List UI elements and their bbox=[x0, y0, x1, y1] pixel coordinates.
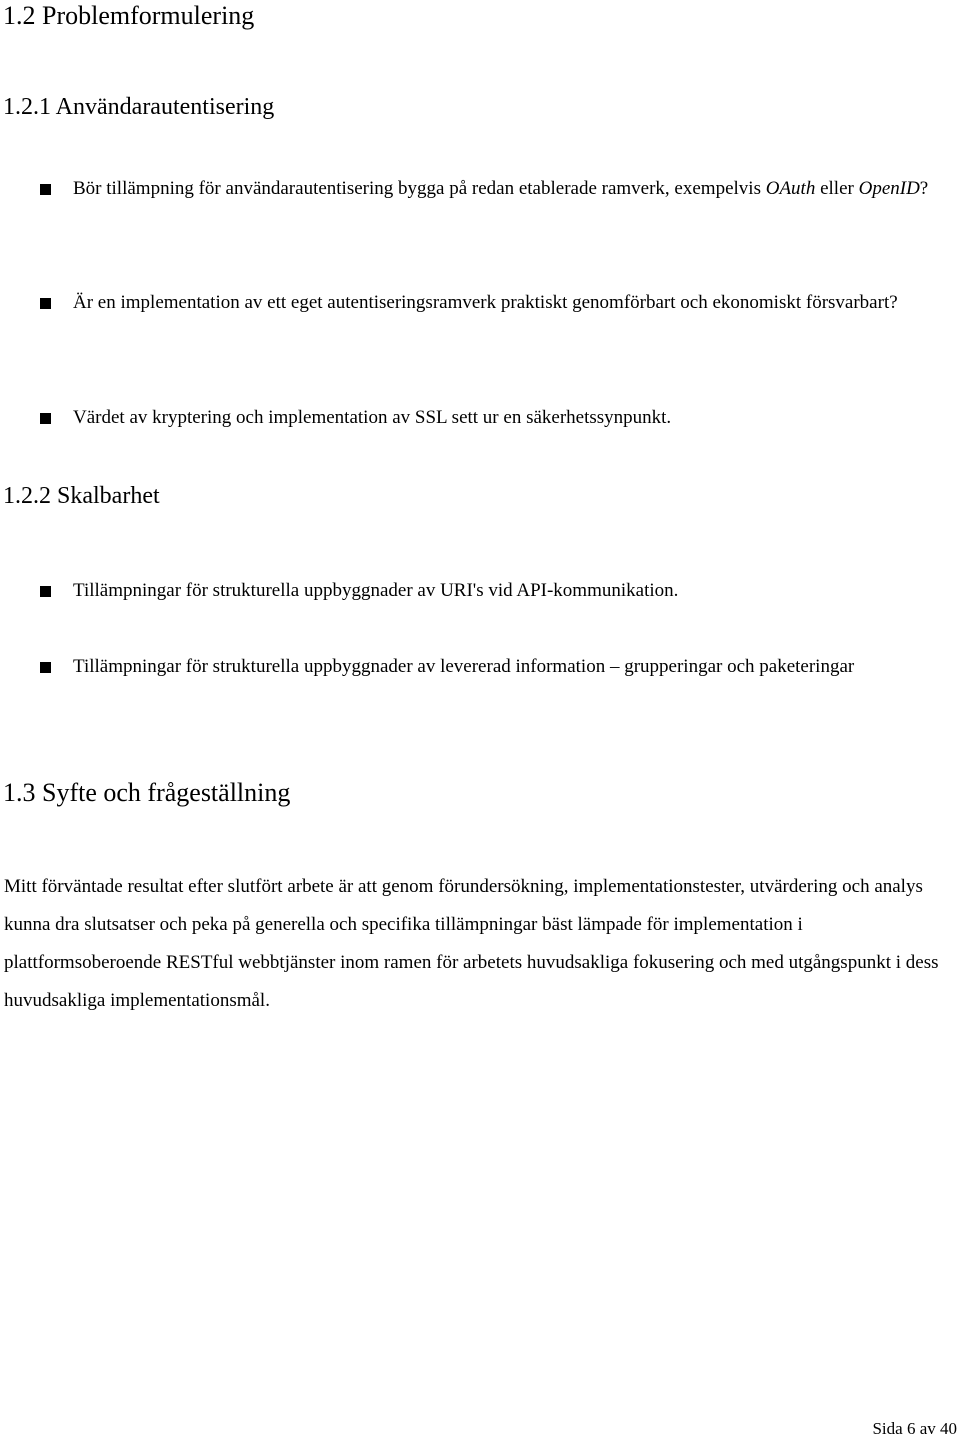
square-bullet-icon bbox=[40, 413, 51, 424]
bullet-text: Tillämpningar för strukturella uppbyggnader av levererad information – grupperingar och paketeringar bbox=[73, 656, 855, 677]
bullet-text: Bör tillämpning för användarautentisering bygga på redan etablerade ramverk, exempelvis OAuth eller OpenID? bbox=[73, 178, 929, 199]
section-heading-1-2: 1.2 Problemformulering bbox=[3, 1, 255, 30]
square-bullet-icon bbox=[40, 298, 51, 309]
section-heading-1-3: 1.3 Syfte och frågeställning bbox=[3, 778, 291, 807]
page-number-footer: Sida 6 av 40 bbox=[872, 1419, 957, 1438]
section-heading-1-2-1: 1.2.1 Användarautentisering bbox=[3, 94, 275, 120]
body-paragraph: Mitt förväntade resultat efter slutfört arbete är att genom förundersökning, implementationstester, utvärdering och analys kunna dra slutsatser och peka på generella och specifika tillämpningar bäst lämpade för implementation i plattformsoberoende RESTful webbtjänster inom ramen för arbetets huvudsakliga fokusering och med utgångspunkt i dess huvudsakliga implementationsmål. bbox=[4, 876, 939, 1011]
square-bullet-icon bbox=[40, 662, 51, 673]
bullet-text: Är en implementation av ett eget autentiseringsramverk praktiskt genomförbart och ekonomiskt försvarbart? bbox=[73, 292, 898, 313]
section-heading-1-2-2: 1.2.2 Skalbarhet bbox=[3, 483, 160, 509]
bullet-text: Värdet av kryptering och implementation av SSL sett ur en säkerhetssynpunkt. bbox=[73, 407, 672, 428]
square-bullet-icon bbox=[40, 184, 51, 195]
bullet-text: Tillämpningar för strukturella uppbyggnader av URI's vid API-kommunikation. bbox=[73, 580, 679, 601]
square-bullet-icon bbox=[40, 586, 51, 597]
